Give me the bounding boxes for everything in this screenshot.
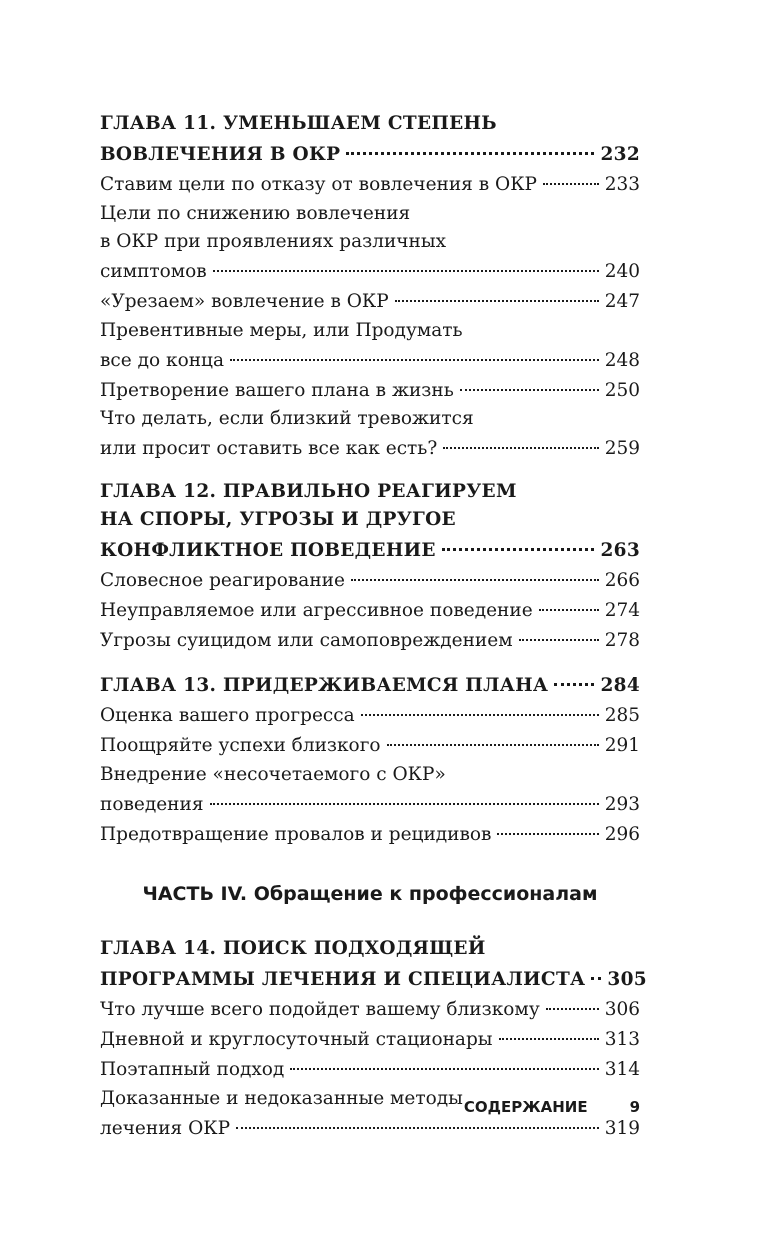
page-number: 233 [604, 174, 640, 195]
toc-entry[interactable] [100, 434, 640, 464]
entry-title: Поощряйте успехи близкого [100, 735, 381, 756]
dot-leader [554, 665, 594, 687]
dot-leader [395, 282, 599, 303]
entry-title: Угрозы суицидом или самоповреждением [100, 630, 513, 651]
entry-title: в ОКР при проявлениях различных [100, 231, 446, 252]
entry-title: Словесное реагирование [100, 570, 345, 591]
toc-entry[interactable] [100, 170, 640, 200]
entry-title: лечения ОКР [100, 1117, 231, 1139]
dot-leader [351, 561, 599, 582]
entry-title: Доказанные и недоказанные методы [100, 1087, 463, 1109]
entry-title: все до конца [100, 349, 224, 371]
dot-leader [210, 784, 599, 805]
page-number: 314 [604, 1059, 640, 1080]
chapter-heading: КОНФЛИКТНОЕ ПОВЕДЕНИЕ [100, 540, 436, 561]
dot-leader [442, 530, 595, 552]
page-number: 293 [604, 793, 640, 815]
dot-leader [346, 134, 594, 156]
entry-title: или просит оставить все как есть? [100, 438, 438, 459]
page-number: 285 [604, 705, 640, 726]
page-number: 291 [604, 735, 640, 756]
dot-leader [497, 814, 598, 835]
chapter-heading: ГЛАВА 14. ПОИСК ПОДХОДЯЩЕЙ [100, 938, 486, 959]
page-number: 319 [604, 1117, 640, 1139]
entry-title: «Урезаем» вовлечение в ОКР [100, 291, 389, 312]
dot-leader [290, 1050, 598, 1071]
dot-leader [591, 959, 601, 981]
dot-leader [443, 429, 598, 450]
entry-title: Ставим цели по отказу от вовлечения в ОКР [100, 174, 537, 195]
dot-leader [499, 1020, 599, 1041]
chapter-heading: ПРОГРАММЫ ЛЕЧЕНИЯ И СПЕЦИАЛИСТА [100, 969, 586, 990]
page-number: 259 [604, 438, 640, 459]
page-number: 313 [604, 1029, 640, 1050]
dot-leader [546, 990, 599, 1011]
page-number: 274 [604, 600, 640, 621]
dot-leader [539, 591, 599, 612]
dot-leader [460, 370, 599, 391]
page-number: 240 [604, 261, 640, 282]
toc-entry[interactable] [100, 626, 640, 656]
entry-title: Неуправляемое или агрессивное поведение [100, 600, 533, 621]
chapter-12 [100, 478, 640, 656]
chapter-heading: ВОВЛЕЧЕНИЯ В ОКР [100, 144, 341, 165]
toc-entry[interactable] [100, 731, 640, 761]
page-number: 296 [604, 823, 640, 845]
dot-leader [387, 726, 599, 747]
chapter-heading: ГЛАВА 12. ПРАВИЛЬНО РЕАГИРУЕМ [100, 480, 517, 502]
table-of-contents [100, 110, 647, 1157]
entry-title: Предотвращение провалов и рецидивов [100, 823, 492, 845]
page-number: 250 [604, 379, 640, 401]
page-number: 263 [600, 540, 640, 561]
dot-leader [230, 340, 599, 361]
toc-entry[interactable] [100, 1113, 640, 1143]
chapter-13 [100, 670, 640, 850]
dot-leader [361, 696, 599, 717]
chapter-11 [100, 110, 640, 464]
toc-entry[interactable] [100, 287, 640, 317]
chapter-heading: ГЛАВА 13. ПРИДЕРЖИВАЕМСЯ ПЛАНА [100, 675, 549, 696]
footer-section-label: СОДЕРЖАНИЕ [463, 1098, 588, 1116]
entry-title: Оценка вашего прогресса [100, 705, 355, 726]
entry-title: Цели по снижению вовлечения [100, 202, 411, 224]
entry-title: Внедрение «несочетаемого с ОКР» [100, 763, 446, 785]
page-number: 232 [600, 144, 640, 165]
page-number: 284 [600, 675, 640, 696]
page-number: 248 [604, 349, 640, 371]
dot-leader [213, 252, 599, 273]
dot-leader [519, 621, 599, 642]
footer-page-number: 9 [629, 1098, 640, 1116]
page-number: 266 [604, 570, 640, 591]
dot-leader [543, 165, 599, 186]
chapter-heading: НА СПОРЫ, УГРОЗЫ И ДРУГОЕ [100, 509, 456, 530]
page-number: 305 [607, 969, 647, 990]
page-number: 278 [604, 630, 640, 651]
toc-entry[interactable] [100, 819, 640, 849]
entry-title: поведения [100, 793, 204, 815]
chapter-heading: ГЛАВА 11. УМЕНЬШАЕМ СТЕПЕНЬ [100, 113, 497, 134]
entry-title: Что делать, если близкий тревожится [100, 408, 474, 429]
entry-title: Дневной и круглосуточный стационары [100, 1029, 493, 1050]
page-number: 306 [604, 999, 640, 1020]
entry-title: Что лучше всего подойдет вашему близкому [100, 999, 540, 1020]
entry-title: Претворение вашего плана в жизнь [100, 379, 454, 401]
toc-entry[interactable] [100, 1055, 640, 1085]
entry-title: Превентивные меры, или Продумать [100, 319, 463, 341]
entry-title: симптомов [100, 261, 207, 282]
entry-title: Поэтапный подход [100, 1059, 285, 1080]
toc-entry[interactable] [100, 375, 640, 405]
running-footer [100, 1098, 640, 1116]
page-number: 247 [604, 291, 640, 312]
part-title[interactable]: ЧАСТЬ IV. Обращение к профессионалам [142, 883, 598, 905]
